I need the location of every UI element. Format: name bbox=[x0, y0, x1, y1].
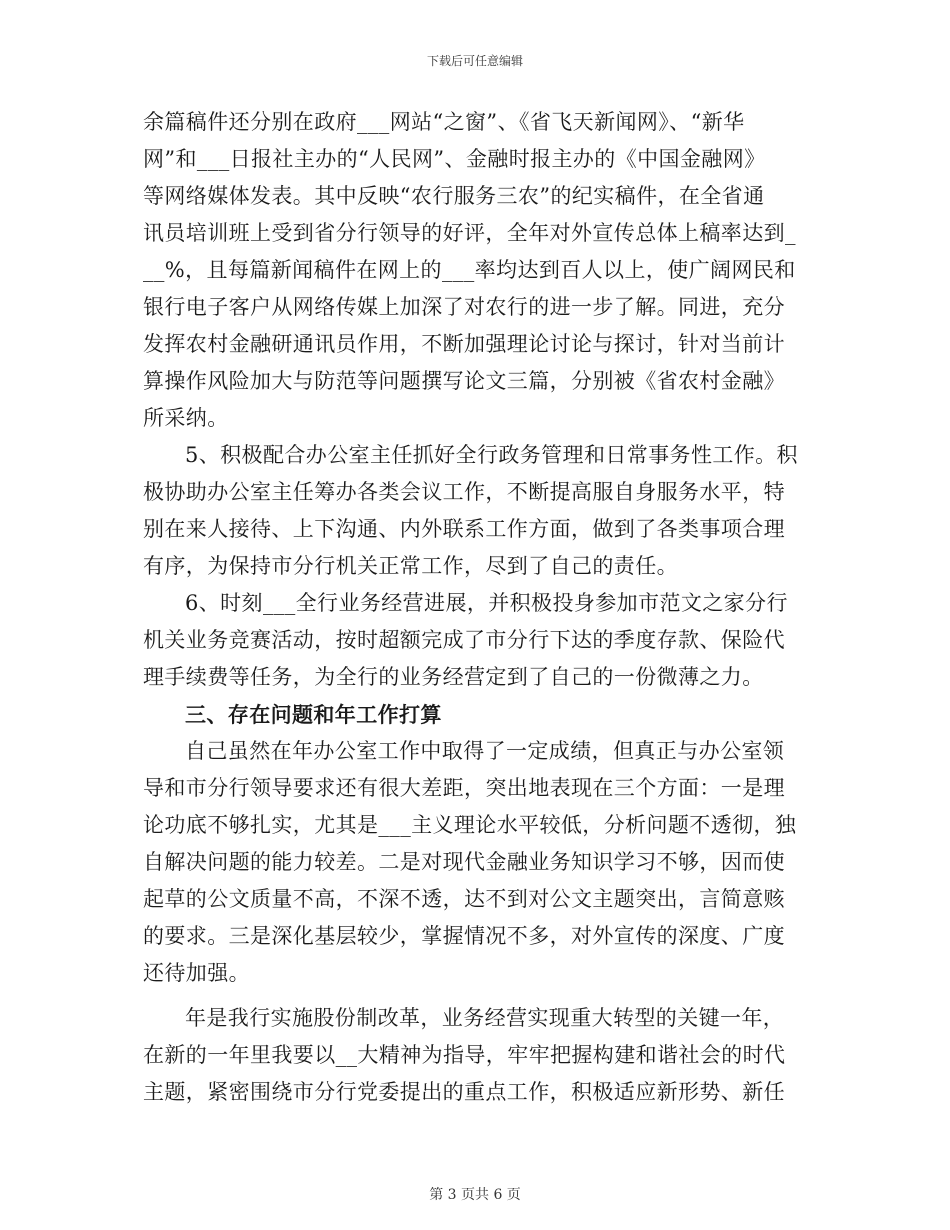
text-line: 还待加强。 bbox=[143, 961, 250, 985]
document-body bbox=[143, 104, 808, 1111]
text-line: 起草的公文质量不高，不深不透，达不到对公文主题突出，言简意赅 bbox=[143, 887, 785, 911]
text-line: 余篇稿件还分别在政府___网站“之窗”、《省飞天新闻网》、“新华 bbox=[143, 110, 745, 134]
text-line: 5、积极配合办公室主任抓好全行政务管理和日常事务性工作。积 bbox=[185, 443, 798, 467]
text-line: 在新的一年里我要以__大精神为指导，牢牢把握构建和谐社会的时代 bbox=[143, 1043, 786, 1067]
text-line: 主题，紧密围绕市分行党委提出的重点工作，积极适应新形势、新任 bbox=[143, 1080, 785, 1104]
text-line: 讯员培训班上受到省分行领导的好评，全年对外宣传总体上稿率达到_ bbox=[143, 221, 796, 245]
text-line: __%，且每篇新闻稿件在网上的___率均达到百人以上，使广阔网民和 bbox=[143, 258, 796, 282]
text-line: 理手续费等任务，为全行的业务经营定到了自己的一份微薄之力。 bbox=[143, 665, 764, 689]
text-line: 别在来人接待、上下沟通、内外联系工作方面，做到了各类事项合理 bbox=[143, 517, 785, 541]
text-line: 极协助办公室主任筹办各类会议工作，不断提高服自身服务水平，特 bbox=[143, 480, 785, 504]
text-line: 等网络媒体发表。其中反映“农行服务三农”的纪实稿件，在全省通 bbox=[143, 184, 765, 208]
text-line: 网”和___日报社主办的“人民网”、金融时报主办的《中国金融网》 bbox=[143, 147, 766, 171]
text-line: 的要求。三是深化基层较少，掌握情况不多，对外宣传的深度、广度 bbox=[143, 924, 785, 948]
page-header: 下载后可任意编辑 bbox=[426, 54, 523, 68]
text-line: 自解决问题的能力较差。二是对现代金融业务知识学习不够，因而使 bbox=[143, 850, 785, 874]
section-heading: 三、存在问题和年工作打算 bbox=[185, 702, 442, 727]
text-line: 算操作风险加大与防范等问题撰写论文三篇，分别被《省农村金融》 bbox=[143, 369, 785, 393]
text-line: 机关业务竞赛活动，按时超额完成了市分行下达的季度存款、保险代 bbox=[143, 628, 785, 652]
text-line: 导和市分行领导要求还有很大差距，突出地表现在三个方面：一是理 bbox=[143, 776, 785, 800]
text-line: 论功底不够扎实，尤其是___主义理论水平较低，分析问题不透彻，独 bbox=[143, 813, 797, 837]
text-line: 所采纳。 bbox=[143, 406, 229, 430]
text-line: 自己虽然在年办公室工作中取得了一定成绩，但真正与办公室领 bbox=[185, 739, 785, 763]
page-footer: 第 3 页共 6 页 bbox=[429, 1187, 521, 1203]
paragraph-gap bbox=[143, 992, 808, 1000]
text-line: 6、时刻___全行业务经营进展，并积极投身参加市范文之家分行 bbox=[185, 591, 788, 615]
text-line: 发挥农村金融研通讯员作用，不断加强理论讨论与探讨，针对当前计 bbox=[143, 332, 785, 356]
text-line: 有序，为保持市分行机关正常工作，尽到了自己的责任。 bbox=[143, 554, 678, 578]
text-line: 年是我行实施股份制改革，业务经营实现重大转型的关键一年， bbox=[185, 1006, 785, 1030]
text-line: 银行电子客户从网络传媒上加深了对农行的进一步了解。同进，充分 bbox=[143, 295, 785, 319]
